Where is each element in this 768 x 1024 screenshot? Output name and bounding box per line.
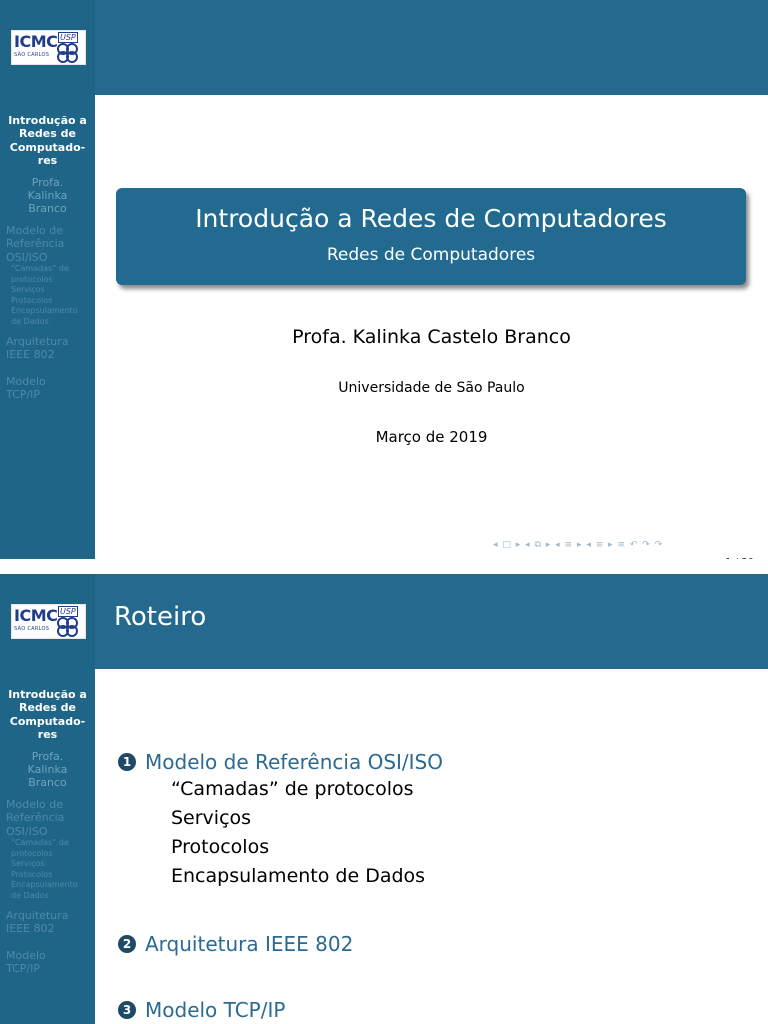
icmc-logo [11,604,86,639]
logo-usp: USP [60,607,76,616]
logo-knot-icon [56,616,84,638]
author-name: Profa. Kalinka Castelo Branco [292,326,571,348]
logo-knot-icon [56,42,84,64]
sidebar-nav [0,114,95,402]
logo-city: SÃO CARLOS [14,626,50,632]
presentation-date: Março de 2019 [375,428,488,446]
presentation-title: Introdução a Redes de Computadores [195,204,667,233]
toc-section-label: Arquitetura IEEE 802 [145,932,354,956]
logo-area [0,574,95,669]
sidebar-nav [0,688,95,976]
logo-area [0,0,95,95]
sidebar-current-title[interactable]: Introdução a Redes de Computado- res [8,688,87,742]
toc-subitem[interactable]: Protocolos [171,836,270,858]
logo-text: ICMC [14,606,58,625]
slide-header [95,574,768,669]
slide-2 [0,574,768,1024]
institution: Universidade de São Paulo [338,380,525,396]
logo-usp: USP [60,33,76,42]
sidebar-section-osi[interactable]: Modelo de Referência OSI/ISO [6,797,65,838]
sidebar-section-ieee[interactable]: Arquitetura IEEE 802 [6,335,69,362]
slide-header [95,0,768,95]
logo-text: ICMC [14,32,58,51]
sidebar-section-tcpip[interactable]: Modelo TCP/IP [6,374,46,402]
sidebar-section-osi[interactable]: Modelo de Referência OSI/ISO [6,223,65,264]
toc-item-tcpip[interactable] [118,998,285,1022]
toc-subitem[interactable]: “Camadas” de protocolos [171,778,414,800]
sidebar-author: Profa. Kalinka Branco [27,749,68,790]
sidebar-subsections-osi[interactable]: “Camadas” de protocolos Serviços Protocolos Encapsulamento de Dados [11,838,78,900]
sidebar-section-tcpip[interactable]: Modelo TCP/IP [6,948,46,976]
toc-number: 3 [118,1001,136,1019]
sidebar-author: Profa. Kalinka Branco [27,175,68,216]
toc-number: 1 [118,753,136,771]
beamer-navigation-icons[interactable]: ◂ □ ▸ ◂ ⧉ ▸ ◂ ≡ ▸ ◂ ≡ ▸ ≡ ↶ ↷ ↷ [493,540,664,550]
toc-subitem[interactable]: Serviços [171,807,252,829]
toc-item-osi[interactable] [118,750,443,774]
toc-item-ieee[interactable] [118,932,353,956]
sidebar-subsections-osi[interactable]: “Camadas” de protocolos Serviços Protocolos Encapsulamento de Dados [11,264,78,326]
sidebar-section-ieee[interactable]: Arquitetura IEEE 802 [6,909,69,936]
title-block [116,188,746,285]
frame-title: Roteiro [114,602,207,632]
logo-city: SÃO CARLOS [14,52,50,58]
toc-subitem[interactable]: Encapsulamento de Dados [171,865,426,887]
slide-gap [0,559,768,574]
toc-number: 2 [118,935,136,953]
sidebar-current-title[interactable]: Introdução a Redes de Computado- res [8,114,87,168]
presentation-subtitle: Redes de Computadores [326,245,536,265]
icmc-logo [11,30,86,65]
toc-section-label: Modelo TCP/IP [145,998,286,1022]
toc-section-label: Modelo de Referência OSI/ISO [145,750,443,774]
